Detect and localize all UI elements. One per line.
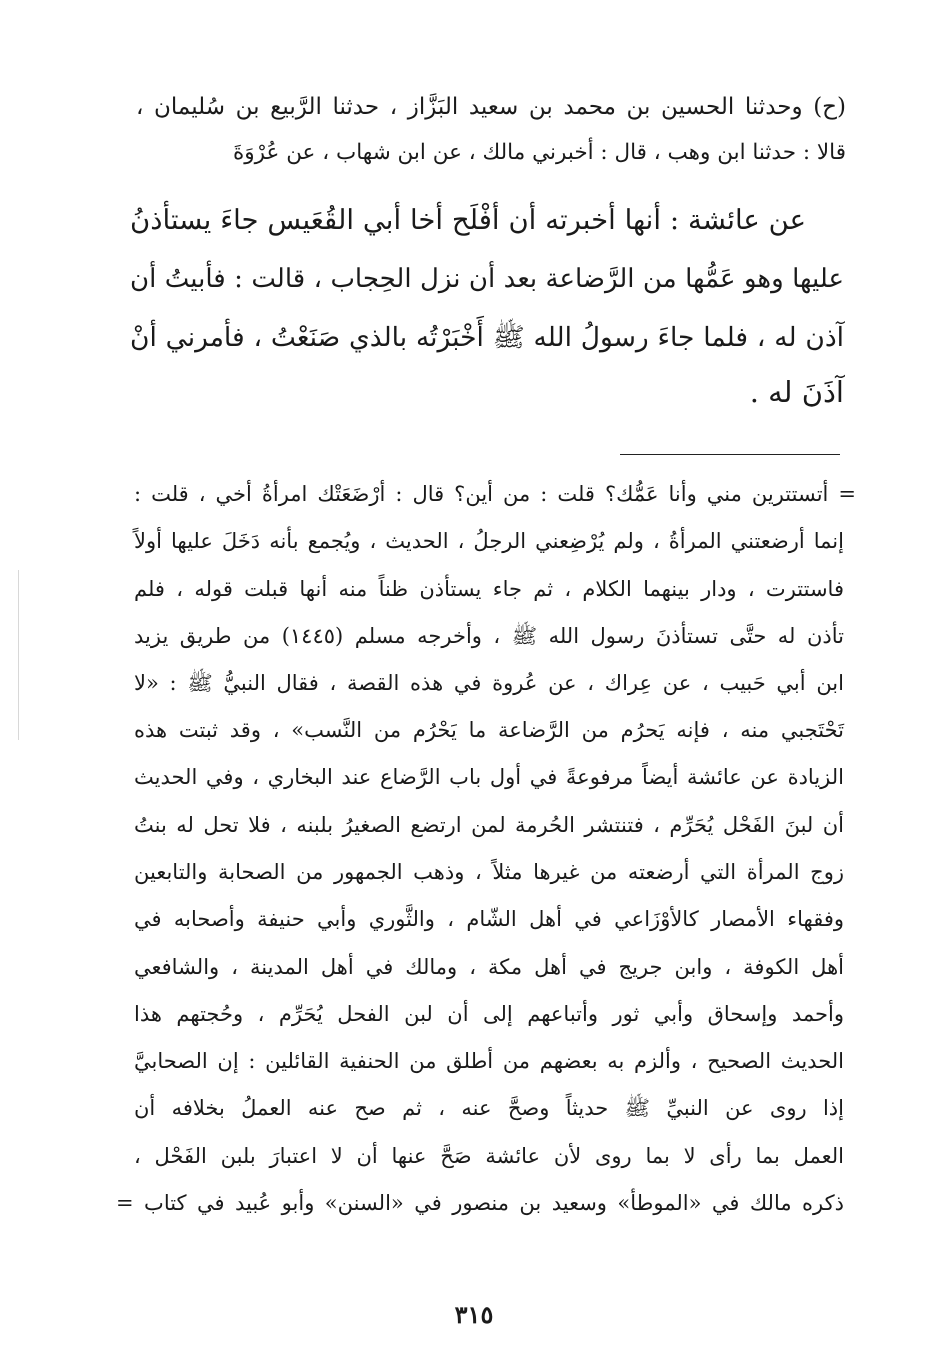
footnote-line: وفقهاء الأمصار كالأوْزَاعي في أهل الشّام ، والثَّوري وأبي حنيفة وأصحابه في: [134, 907, 844, 931]
footnote-line: ذكره مالك في «الموطأ» وسعيد بن منصور في «السنن» وأبو عُبيد في كتاب =: [116, 1191, 844, 1215]
footnote-line: أهل الكوفة ، وابن جريج في أهل مكة ، ومالك في أهل المدينة ، والشافعي: [134, 955, 844, 979]
page-number: ٣١٥: [454, 1300, 494, 1329]
hadith-line: آذن له ، فلما جاءَ رسولُ الله ﷺ أَخْبَرْتُه بالذي صَنَعْتُ ، فأمرني أنْ: [130, 322, 844, 353]
footnote-line: الزيادة عن عائشة أيضاً مرفوعةً في أول باب الرَّضاع عند البخاري ، وفي الحديث: [134, 765, 844, 789]
footnote-line: ابن أبي حَبيب ، عن عِراك ، عن عُروة في هذه القصة ، فقال النبيُّ ﷺ : «لا: [134, 671, 844, 695]
scan-margin-mark: [18, 570, 19, 740]
footnote-line: العمل بما رأى لا بما روى لأن عائشة صَحَّ عنها أن لا اعتبارَ بلبن الفَحْل ،: [134, 1144, 844, 1168]
footnote-line: إذا روى عن النبيِّ ﷺ حديثاً وصحَّ عنه ، ثم صح عنه العملُ بخلافه أن: [134, 1096, 844, 1120]
footnote-line: أن لبنَ الفَحْل يُحَرِّم ، فتنتشر الحُرمة لمن ارتضع الصغيرُ بلبنه ، فلا تحل له بنتُ: [134, 813, 844, 837]
hadith-line: عليها وهو عَمُّها من الرَّضاعة بعد أن نزل الحِجاب ، قالت : فأبيتُ أن: [130, 264, 844, 294]
footnote-line: الحديث الصحيح ، وألزم به بعضهم من أطلق من الحنفية القائلين : إن الصحابيَّ: [134, 1049, 844, 1073]
isnad-line: (ح) وحدثنا الحسين بن محمد بن سعيد البَزَّاز ، حدثنا الرَّبيع بن سُليمان ،: [136, 94, 846, 120]
footnote-line: زوج المرأة التي أرضعته من غيرها مثلاً ، وذهب الجمهور من الصحابة والتابعين: [134, 860, 844, 884]
hadith-line: عن عائشة : أنها أخبرته أن أفْلَح أخا أبي القُعَيس جاءَ يستأذنُ: [130, 204, 806, 236]
footnote-line: وأحمد وإسحاق وأبي ثور وأتباعهم إلى أن لبن الفحل يُحَرِّم ، وحُجتهم هذا: [134, 1002, 844, 1026]
hadith-line: آذَنَ له .: [749, 375, 844, 409]
footnote-separator: [620, 454, 840, 455]
footnote-line: تأذن له حتَّى تستأذنَ رسول الله ﷺ ، وأخرجه مسلم (١٤٤٥) من طريق يزيد: [134, 624, 844, 648]
footnote-line: إنما أرضعتني المرأةُ ، ولم يُرْضِعني الرجلُ ، الحديث ، ويُجمع بأنه دَخَلَ عليها أولاً: [134, 529, 844, 553]
isnad-line: قالا : حدثنا ابن وهب ، قال : أخبرني مالك ، عن ابن شهاب ، عن عُرْوَةَ: [233, 140, 846, 165]
footnote-line: = أتستترين مني وأنا عَمُّك؟ قلت : من أين؟ قال : أرْضَعَتْك امرأةُ أخي ، قلت :: [134, 482, 856, 506]
footnote-line: فاستترت ، ودار بينهما الكلام ، ثم جاء يستأذن ظناً منه أنها قبلت قوله ، فلم: [134, 577, 844, 601]
footnote-line: تَحْتَجبي منه ، فإنه يَحرُم من الرَّضاعة ما يَحْرُم من النَّسب» ، وقد ثبتت هذه: [134, 718, 844, 742]
